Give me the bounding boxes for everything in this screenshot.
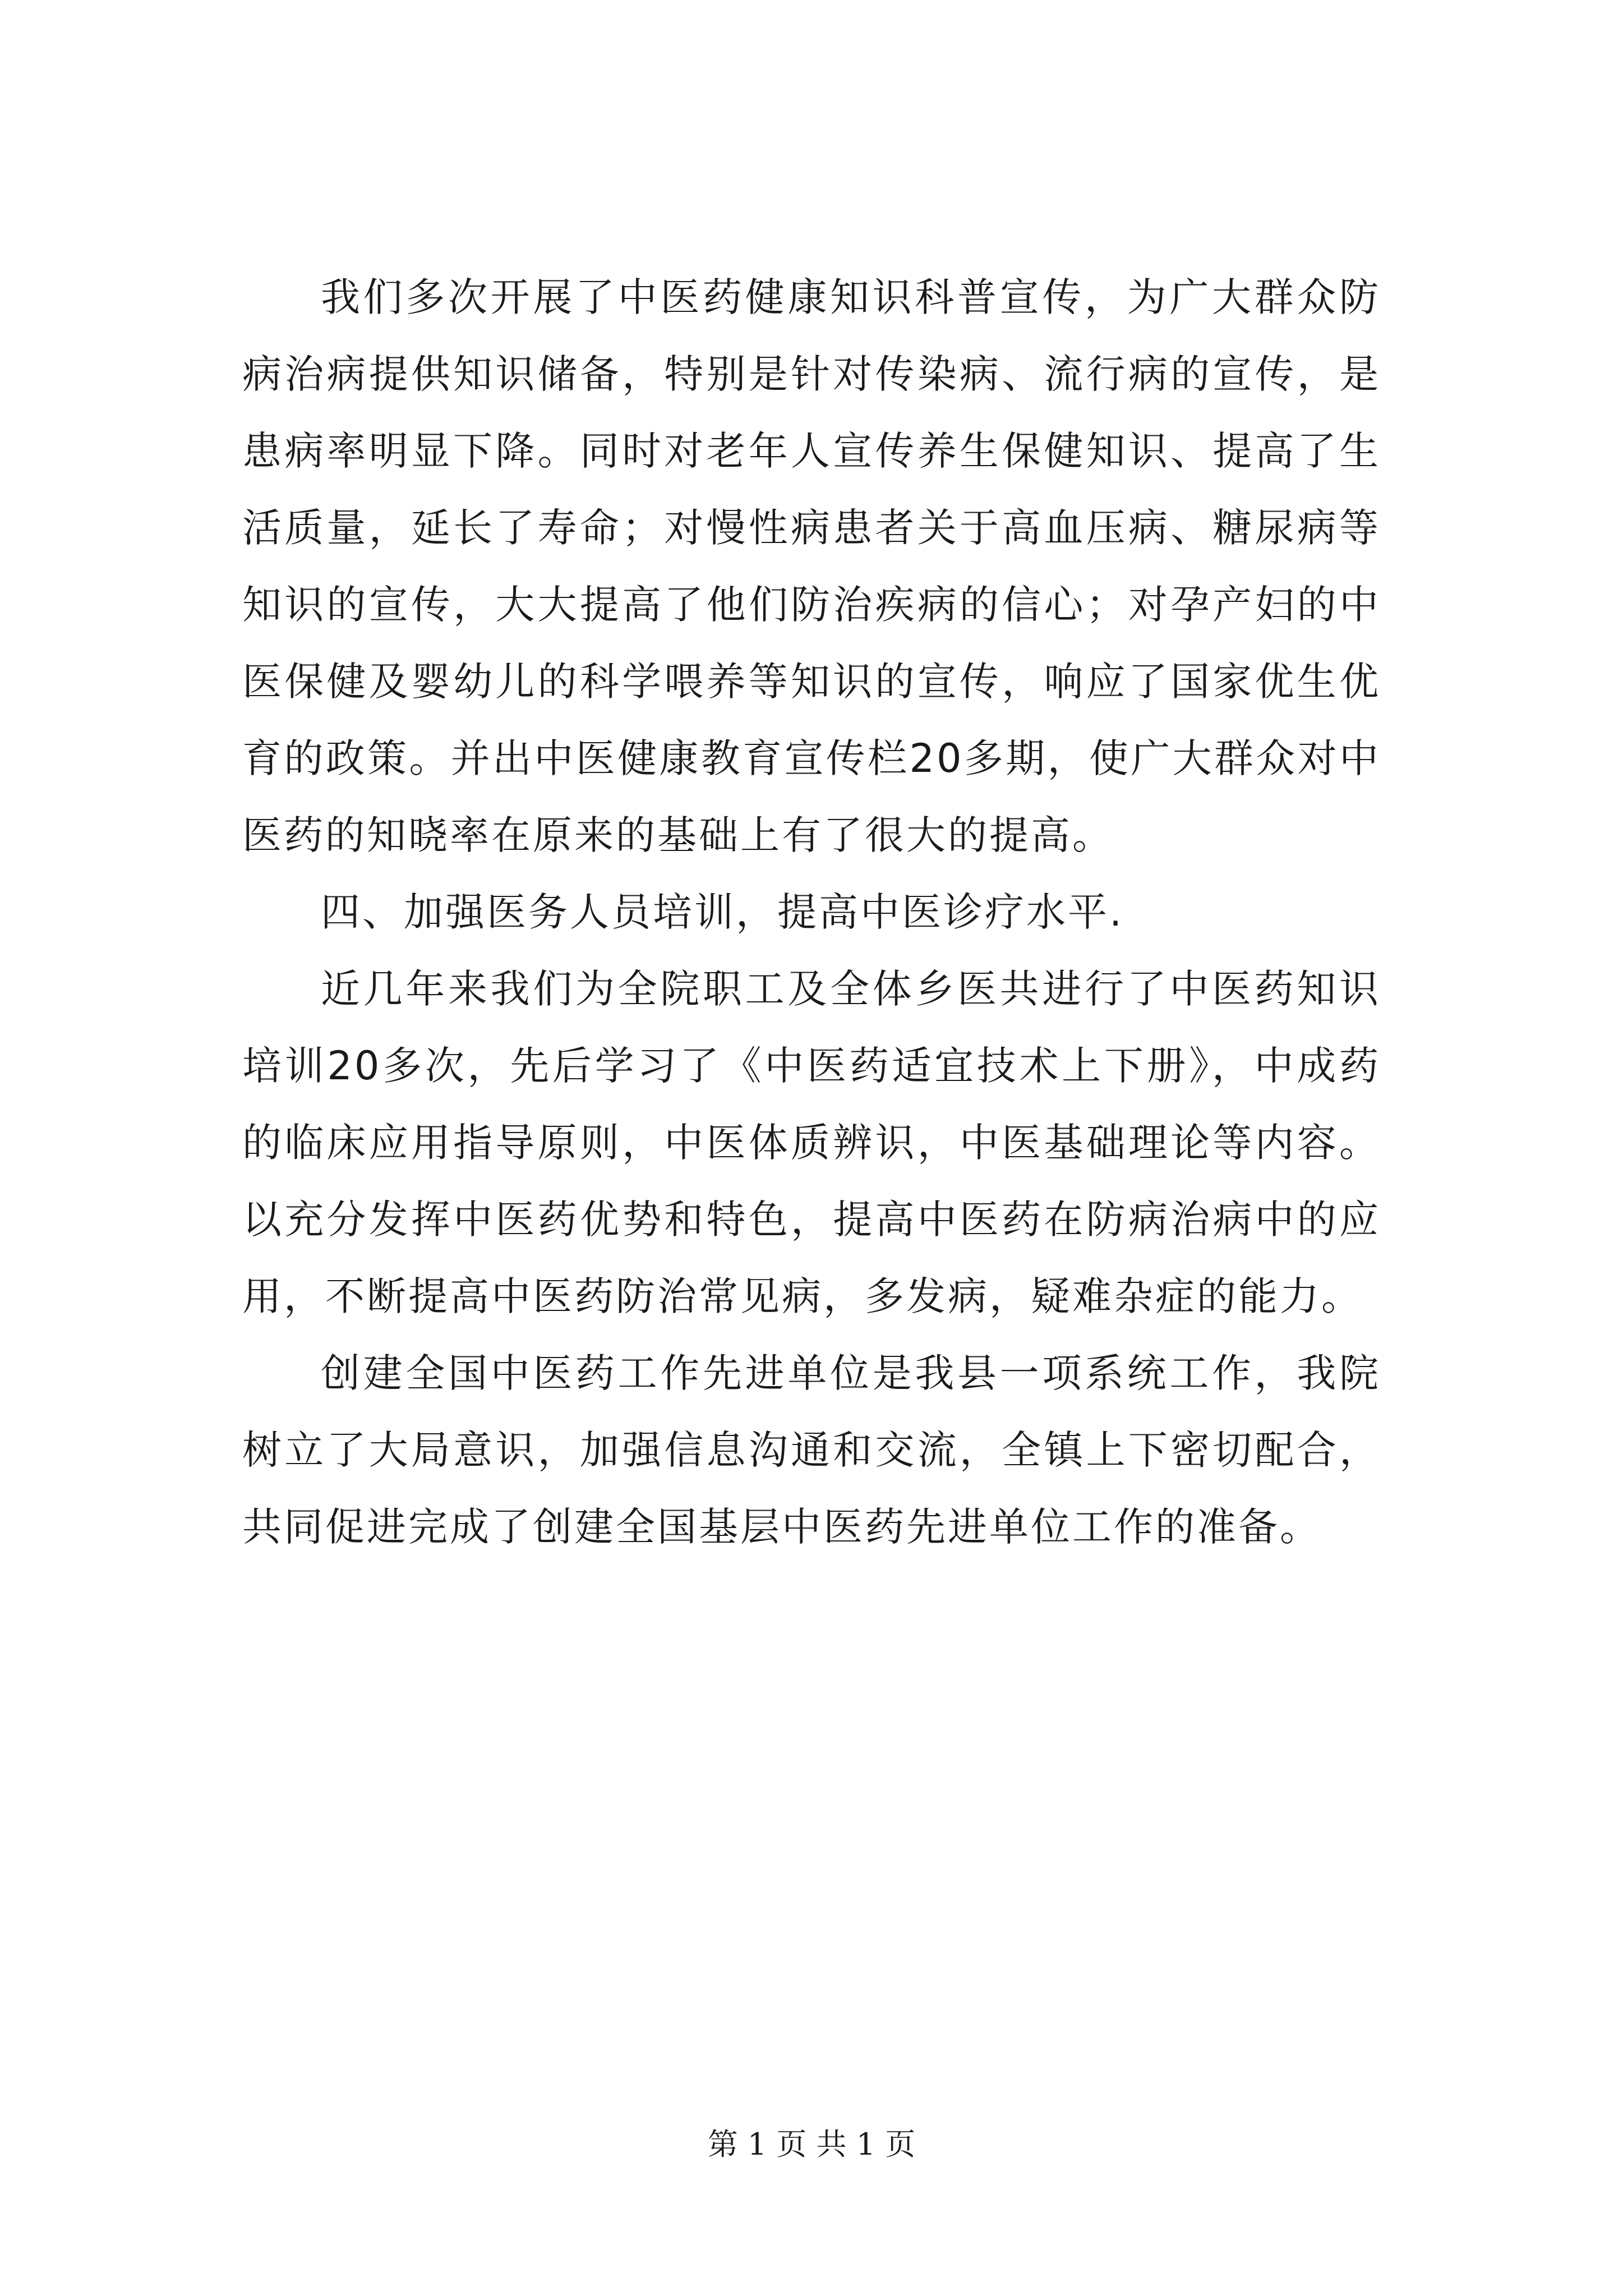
paragraph-health-education: 我们多次开展了中医药健康知识科普宣传，为广大群众防病治病提供知识储备，特别是针对传染病、流行病的宣传，是患病率明显下降。同时对老年人宣传养生保健知识、提高了生活质量，延长了寿命；对慢性病患者关于高血压病、糖尿病等知识的宣传，大大提高了他们防治疾病的信心；对孕产妇的中医保健及婴幼儿的科学喂养等知识的宣传，响应了国家优生优育的政策。并出中医健康教育宣传栏20多期，使广大群众对中医药的知晓率在原来的基础上有了很大的提高。 (242, 274, 1381, 858)
document-body (242, 259, 1381, 1566)
paragraph-staff-training: 近几年来我们为全院职工及全体乡医共进行了中医药知识培训20多次，先后学习了《中医药适宜技术上下册》，中成药的临床应用指导原则，中医体质辨识，中医基础理论等内容。以充分发挥中医药优势和特色，提高中医药在防病治病中的应用，不断提高中医药防治常见病，多发病，疑难杂症的能力。 (242, 966, 1381, 1319)
section-heading-training: 四、加强医务人员培训，提高中医诊疗水平. (321, 889, 1124, 935)
paragraph-conclusion: 创建全国中医药工作先进单位是我县一项系统工作，我院树立了大局意识，加强信息沟通和交流，全镇上下密切配合，共同促进完成了创建全国基层中医药先进单位工作的准备。 (242, 1350, 1381, 1550)
page-footer: 第 1 页 共 1 页 (707, 2127, 916, 2162)
